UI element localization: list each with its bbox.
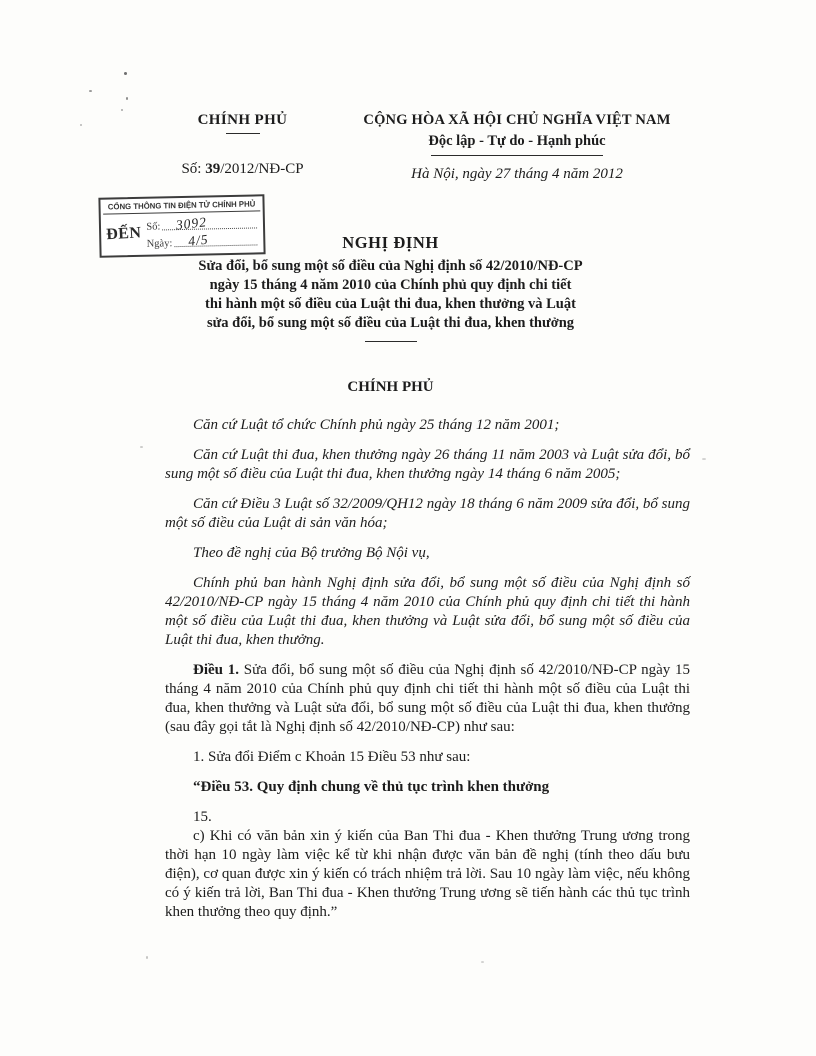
national-header-block [352, 112, 682, 183]
document-body [165, 233, 690, 922]
article-53-heading: “Điều 53. Quy định chung về thủ tục trình khen thưởng [193, 779, 550, 795]
subtitle-line: ngày 15 tháng 4 năm 2010 của Chính phủ quy định chi tiết [209, 277, 572, 293]
article-1-label: Điều 1. [193, 662, 239, 678]
scan-speck [140, 446, 143, 448]
recital-paragraph: Căn cứ Luật tổ chức Chính phủ ngày 25 tháng 12 năm 2001; [193, 417, 560, 433]
national-motto: Độc lập - Tự do - Hạnh phúc [428, 133, 606, 149]
stamp-date-label: Ngày: [146, 238, 173, 250]
authority-underline [226, 133, 260, 134]
scan-speck [89, 90, 92, 92]
scan-speck [702, 458, 706, 460]
place-and-date: Hà Nội, ngày 27 tháng 4 năm 2012 [411, 166, 623, 182]
recital-paragraph: Theo đề nghị của Bộ trưởng Bộ Nội vụ, [193, 545, 430, 561]
subtitle-line: Sửa đổi, bổ sung một số điều của Nghị định số 42/2010/NĐ-CP [198, 258, 583, 274]
issuing-authority-block [120, 112, 365, 178]
document-subtitle [128, 257, 653, 333]
title-underline [365, 341, 417, 342]
item-15-line: 15. [193, 809, 212, 825]
scan-speck [481, 961, 484, 963]
stamp-number-label: Số: [146, 221, 161, 233]
scan-speck [126, 97, 128, 100]
document-number [120, 161, 365, 178]
document-number-suffix: /2012/NĐ-CP [220, 161, 304, 177]
recital-paragraph: Căn cứ Điều 3 Luật số 32/2009/QH12 ngày 18 tháng 6 năm 2009 sửa đổi, bổ sung một số điều của Luật di sản văn hóa; [165, 496, 690, 531]
document-type-title: NGHỊ ĐỊNH [342, 233, 439, 252]
article-1-text: Sửa đổi, bổ sung một số điều của Nghị định số 42/2010/NĐ-CP ngày 15 tháng 4 năm 2010 của Chính phủ quy định chi tiết thi hành một số điều của Luật thi đua, khen thưởng và Luật sửa đổi, bổ sung một số điều của Luật thi đua, khen thưởng (sau đây gọi tắt là Nghị định số 42/2010/NĐ-CP) như sau: [165, 662, 691, 735]
scan-speck [121, 109, 123, 111]
recital-paragraph: Chính phủ ban hành Nghị định sửa đổi, bổ sung một số điều của Nghị định số 42/2010/NĐ-CP ngày 15 tháng 4 năm 2010 của Chính phủ quy định chi tiết thi hành một số điều của Luật thi đua, khen thưởng và Luật sửa đổi, bổ sung một số điều của Luật thi đua, khen thưởng. [165, 575, 690, 648]
country-name: CỘNG HÒA XÃ HỘI CHỦ NGHĨA VIỆT NAM [363, 112, 671, 128]
motto-underline [431, 155, 603, 156]
document-number-prefix: Số: [181, 161, 206, 177]
subtitle-line: thi hành một số điều của Luật thi đua, khen thưởng và Luật [205, 296, 576, 312]
document-number-value: 39 [205, 161, 221, 177]
point-c-paragraph: c) Khi có văn bản xin ý kiến của Ban Thi đua - Khen thưởng Trung ương trong thời hạn 10 ngày làm việc kể từ khi nhận được văn bản đề nghị (tính theo dấu bưu điện), cơ quan được xin ý kiến có trách nhiệm trả lời. Sau 10 ngày làm việc, nếu không có ý kiến trả lời, Ban Thi đua - Khen thưởng Trung ương sẽ tiến hành các thủ tục trình khen thưởng theo quy định.” [165, 828, 690, 920]
scan-speck [124, 72, 127, 75]
recital-paragraph: Căn cứ Luật thi đua, khen thưởng ngày 26 tháng 11 năm 2003 và Luật sửa đổi, bổ sung một số điều của Luật thi đua, khen thưởng ngày 14 tháng 6 năm 2005; [165, 447, 690, 482]
stamp-office-name: CỔNG THÔNG TIN ĐIỆN TỬ CHÍNH PHỦ [103, 196, 260, 214]
scan-speck [80, 124, 82, 126]
issuing-authority-name: CHÍNH PHỦ [197, 112, 288, 128]
clause-1-line: 1. Sửa đổi Điểm c Khoản 15 Điều 53 như sau: [193, 749, 471, 765]
stamp-number-handwritten: 3092 [175, 214, 208, 233]
stamp-received-label: ĐẾN [105, 224, 142, 244]
subtitle-line: sửa đổi, bổ sung một số điều của Luật thi đua, khen thưởng [206, 315, 575, 331]
issuer-heading: CHÍNH PHỦ [347, 379, 434, 395]
stamp-date-handwritten: 4/5 [187, 231, 210, 249]
article-1-paragraph [165, 661, 690, 737]
scan-speck [146, 956, 148, 959]
